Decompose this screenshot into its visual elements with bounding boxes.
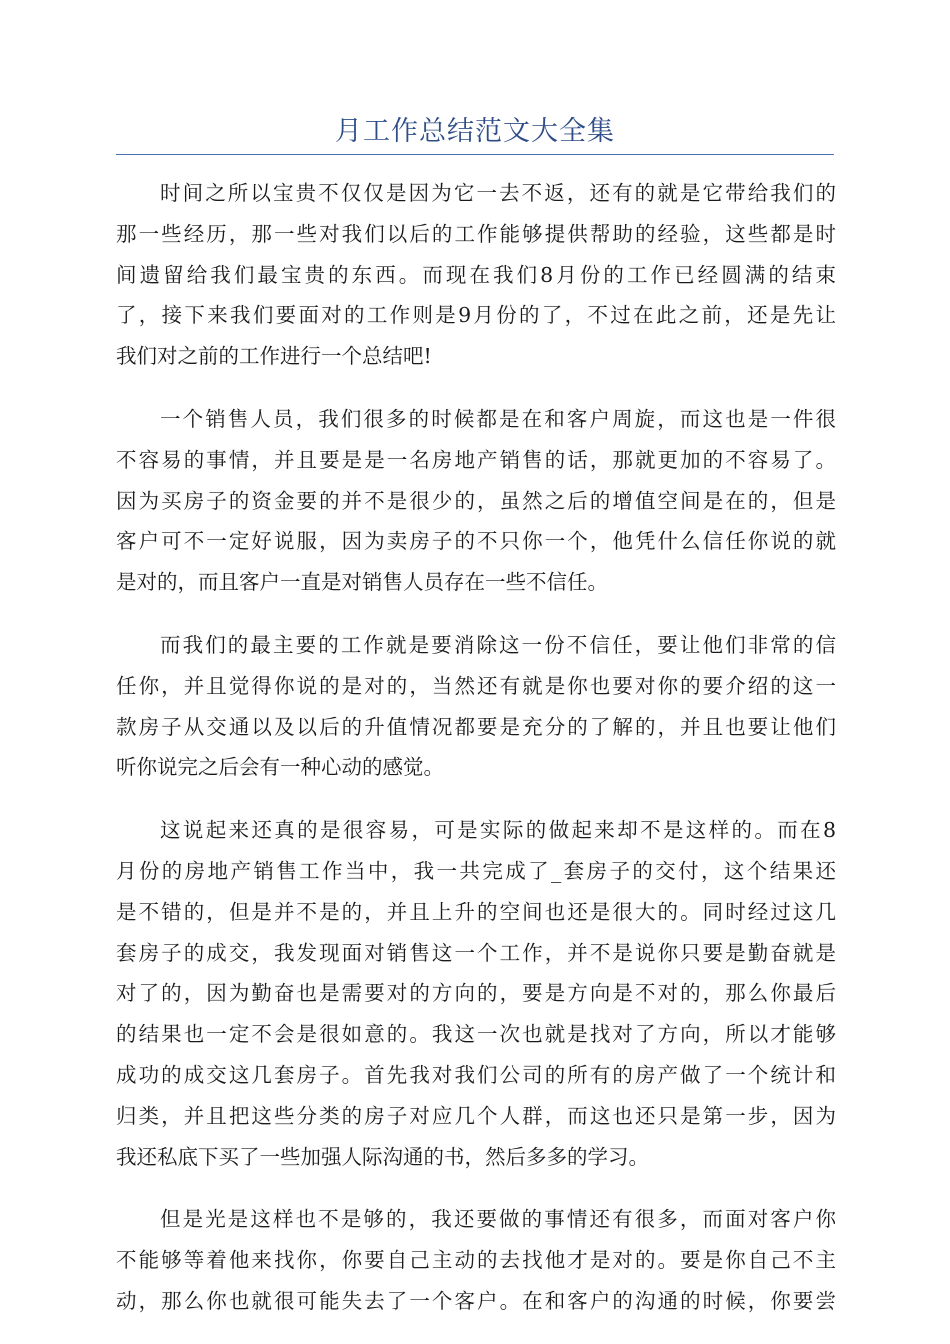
paragraph-line: 款房子从交通以及以后的升值情况都要是充分的了解的，并且也要让他们 (116, 714, 836, 739)
paragraph-line: 时间之所以宝贵不仅仅是因为它一去不返，还有的就是它带给我们的 (160, 181, 836, 205)
paragraph-4 (116, 810, 836, 1177)
paragraph-2 (116, 399, 836, 603)
document-title: 月工作总结范文大全集 (335, 116, 615, 147)
paragraph-line: 任你，并且觉得你说的是对的，当然还有就是你也要对你的要介绍的这一 (116, 673, 836, 698)
paragraph-line: 这说起来还真的是很容易，可是实际的做起来却不是这样的。而在8 (160, 818, 836, 843)
paragraph-line: 我们对之前的工作进行一个总结吧! (116, 344, 432, 369)
paragraph-line: 月份的房地产销售工作当中，我一共完成了_套房子的交付，这个结果还 (116, 858, 836, 883)
paragraph-line: 成功的成交这几套房子。首先我对我们公司的所有的房产做了一个统计和 (116, 1062, 836, 1087)
paragraph-line: 对了的，因为勤奋也是需要对的方向的，要是方向是不对的，那么你最后 (116, 981, 836, 1006)
paragraph-line: 不容易的事情，并且要是是一名房地产销售的话，那就更加的不容易了。 (116, 447, 836, 472)
paragraph-1 (116, 173, 836, 377)
paragraph-line: 不能够等着他来找你，你要自己主动的去找他才是对的。要是你自己不主 (116, 1248, 836, 1273)
paragraph-line: 我还私底下买了一些加强人际沟通的书，然后多多的学习。 (116, 1144, 649, 1169)
paragraph-line: 一个销售人员，我们很多的时候都是在和客户周旋，而这也是一件很 (160, 406, 836, 431)
paragraph-line: 动，那么你也就很可能失去了一个客户。在和客户的沟通的时候，你要尝 (116, 1288, 836, 1313)
paragraph-line: 了，接下来我们要面对的工作则是9月份的了，不过在此之前，还是先让 (116, 303, 836, 328)
paragraph-line: 间遗留给我们最宝贵的东西。而现在我们8月份的工作已经圆满的结束 (116, 262, 836, 287)
title-underline (116, 154, 834, 155)
paragraph-line: 那一些经历，那一些对我们以后的工作能够提供帮助的经验，这些都是时 (116, 221, 836, 246)
paragraph-line: 的结果也一定不会是很如意的。我这一次也就是找对了方向，所以才能够 (116, 1022, 836, 1047)
paragraph-5 (116, 1199, 836, 1321)
paragraph-line: 是不错的，但是并不是的，并且上升的空间也还是很大的。同时经过这几 (116, 899, 836, 924)
paragraph-line: 客户可不一定好说服，因为卖房子的不只你一个，他凭什么信任你说的就 (116, 529, 836, 554)
paragraph-line: 而我们的最主要的工作就是要消除这一份不信任，要让他们非常的信 (160, 632, 836, 657)
paragraph-line: 是对的，而且客户一直是对销售人员存在一些不信任。 (116, 570, 608, 595)
paragraph-line: 因为买房子的资金要的并不是很少的，虽然之后的增值空间是在的，但是 (116, 488, 836, 513)
paragraph-3 (116, 625, 836, 788)
paragraph-line: 归类，并且把这些分类的房子对应几个人群，而这也还只是第一步，因为 (116, 1103, 836, 1128)
document-body (116, 173, 836, 1344)
paragraph-line: 套房子的成交，我发现面对销售这一个工作，并不是说你只要是勤奋就是 (116, 940, 836, 965)
paragraph-line: 听你说完之后会有一种心动的感觉。 (116, 755, 444, 780)
paragraph-line: 但是光是这样也不是够的，我还要做的事情还有很多，而面对客户你 (160, 1207, 836, 1232)
